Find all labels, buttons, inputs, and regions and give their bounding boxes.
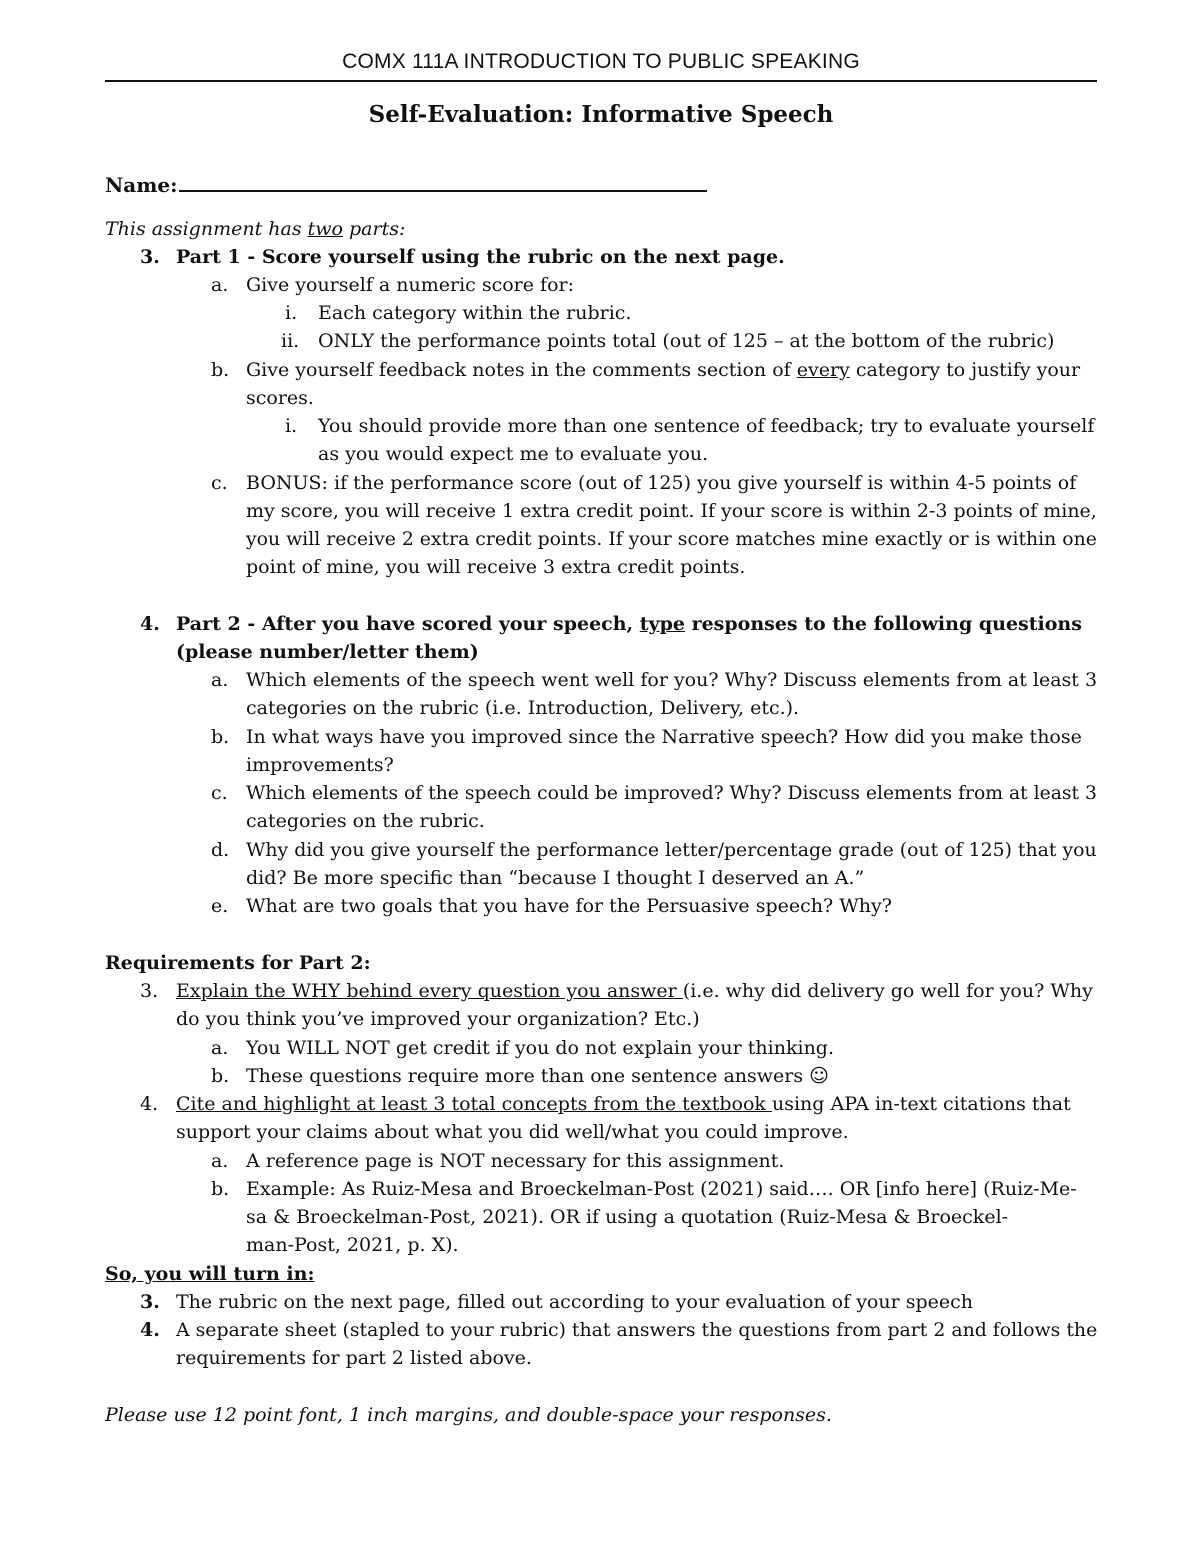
turn-in-item-sheet: A separate sheet (stapled to your rubric) that answers the questions from part 2 and follows the <box>176 1319 1098 1341</box>
list-marker: ii. <box>281 330 300 352</box>
part2-heading <box>176 612 1082 636</box>
requirement-cite-underlined: Cite and highlight at least 3 total concepts from the textbook <box>176 1093 772 1115</box>
list-marker: b. <box>211 1178 230 1200</box>
part1-item-c-cont: point of mine, you will receive 3 extra credit points. <box>246 556 746 578</box>
turn-in-item-rubric: The rubric on the next page, filled out according to your evaluation of your speech <box>176 1291 974 1313</box>
list-marker: d. <box>211 839 230 861</box>
requirement-4b: Example: As Ruiz-Mesa and Broeckelman-Post (2021) said…. OR [info here] (Ruiz-Me- <box>246 1178 1077 1200</box>
intro-line <box>105 217 405 241</box>
part1-item-a: Give yourself a numeric score for: <box>246 274 575 296</box>
list-marker: 3. <box>140 980 159 1002</box>
part1-item-b-i: You should provide more than one sentence of feedback; try to evaluate yourself <box>318 415 1095 437</box>
course-header: COMX 111A INTRODUCTION TO PUBLIC SPEAKING <box>342 50 860 73</box>
list-marker: e. <box>211 895 229 917</box>
part1-item-c-cont: my score, you will receive 1 extra credit point. If your score is within 2-3 points of mine, <box>246 500 1097 522</box>
requirement-4b-cont: man-Post, 2021, p. X). <box>246 1234 459 1256</box>
part2-question-d-cont: did? Be more specific than “because I thought I deserved an A.” <box>246 867 865 889</box>
intro-text: This assignment has <box>105 218 308 240</box>
requirements-heading: Requirements for Part 2: <box>105 952 371 974</box>
part2-question-c-cont: categories on the rubric. <box>246 810 485 832</box>
list-marker: b. <box>211 726 230 748</box>
part2-question-b: In what ways have you improved since the Narrative speech? How did you make those <box>246 726 1082 748</box>
requirement-explain-why-cont: do you think you’ve improved your organization? Etc.) <box>176 1008 700 1030</box>
name-label: Name: <box>105 173 178 197</box>
formatting-note: Please use 12 point font, 1 inch margins, and double-space your responses. <box>105 1404 832 1426</box>
list-marker: c. <box>211 472 228 494</box>
requirement-4a: A reference page is NOT necessary for this assignment. <box>246 1150 785 1172</box>
part1-item-b-i-cont: as you would expect me to evaluate you. <box>318 443 709 465</box>
requirement-cite-text: using APA in-text citations that <box>771 1093 1071 1115</box>
part1-item-c: BONUS: if the performance score (out of 125) you give yourself is within 4-5 points of <box>246 472 1077 494</box>
part2-question-d: Why did you give yourself the performance letter/percentage grade (out of 125) that you <box>246 839 1097 861</box>
part2-question-a: Which elements of the speech went well for you? Why? Discuss elements from at least 3 <box>246 669 1098 691</box>
turn-in-item-sheet-cont: requirements for part 2 listed above. <box>176 1347 532 1369</box>
list-marker: a. <box>211 1150 229 1172</box>
list-marker: a. <box>211 1037 229 1059</box>
requirement-3b-text: These questions require more than one sentence answers <box>246 1065 804 1087</box>
part1-heading: Part 1 - Score yourself using the rubric on the next page. <box>176 246 785 268</box>
part1-item-b <box>246 358 1080 382</box>
part2-heading-text: Part 2 - After you have scored your speech, <box>176 613 640 635</box>
part2-question-a-cont: categories on the rubric (i.e. Introduction, Delivery, etc.). <box>246 697 800 719</box>
requirement-4b-cont: sa & Broeckelman-Post, 2021). OR if using a quotation (Ruiz-Mesa & Broeckel- <box>246 1206 1009 1228</box>
list-marker: b. <box>211 359 230 381</box>
page-title: Self-Evaluation: Informative Speech <box>368 101 834 128</box>
part2-question-e: What are two goals that you have for the Persuasive speech? Why? <box>246 895 892 917</box>
list-marker: 4. <box>140 1093 159 1115</box>
name-field-row <box>105 170 707 197</box>
intro-text-end: parts: <box>342 218 406 240</box>
list-marker: c. <box>211 782 228 804</box>
smiley-icon: ☺ <box>809 1065 829 1087</box>
part2-heading-underlined: type <box>639 613 685 635</box>
part1-item-a-i: Each category within the rubric. <box>318 302 632 324</box>
part1-item-b-text-end: category to justify your <box>849 359 1081 381</box>
part1-item-b-cont: scores. <box>246 387 314 409</box>
name-blank-line[interactable] <box>179 170 707 192</box>
list-marker: 3. <box>140 1291 160 1313</box>
turn-in-heading: So, you will turn in: <box>105 1263 315 1285</box>
requirement-explain-why-underlined: Explain the WHY behind every question you answer <box>176 980 683 1002</box>
requirement-explain-why <box>176 979 1093 1003</box>
part1-item-b-text: Give yourself feedback notes in the comments section of <box>246 359 797 381</box>
requirement-cite-cont: support your claims about what you did well/what you could improve. <box>176 1121 849 1143</box>
part2-question-c: Which elements of the speech could be improved? Why? Discuss elements from at least 3 <box>246 782 1097 804</box>
requirement-3a: You WILL NOT get credit if you do not explain your thinking. <box>246 1037 835 1059</box>
part2-number: 4. <box>140 613 160 635</box>
part1-number: 3. <box>140 246 160 268</box>
requirement-explain-why-text: (i.e. why did delivery go well for you? Why <box>682 980 1093 1002</box>
part1-item-a-ii: ONLY the performance points total (out of 125 – at the bottom of the rubric) <box>318 330 1055 352</box>
part2-question-b-cont: improvements? <box>246 754 394 776</box>
header-divider <box>105 80 1097 82</box>
list-marker: 4. <box>140 1319 160 1341</box>
intro-underlined: two <box>307 218 343 240</box>
part2-heading-cont: (please number/letter them) <box>176 641 479 663</box>
list-marker: b. <box>211 1065 230 1087</box>
list-marker: i. <box>285 415 298 437</box>
list-marker: i. <box>285 302 298 324</box>
part2-heading-text-end: responses to the following questions <box>684 613 1082 635</box>
requirement-3b <box>246 1064 829 1088</box>
requirement-cite <box>176 1092 1071 1116</box>
list-marker: a. <box>211 274 229 296</box>
part1-item-b-underlined: every <box>796 359 850 381</box>
list-marker: a. <box>211 669 229 691</box>
part1-item-c-cont: you will receive 2 extra credit points. If your score matches mine exactly or is within one <box>246 528 1097 550</box>
